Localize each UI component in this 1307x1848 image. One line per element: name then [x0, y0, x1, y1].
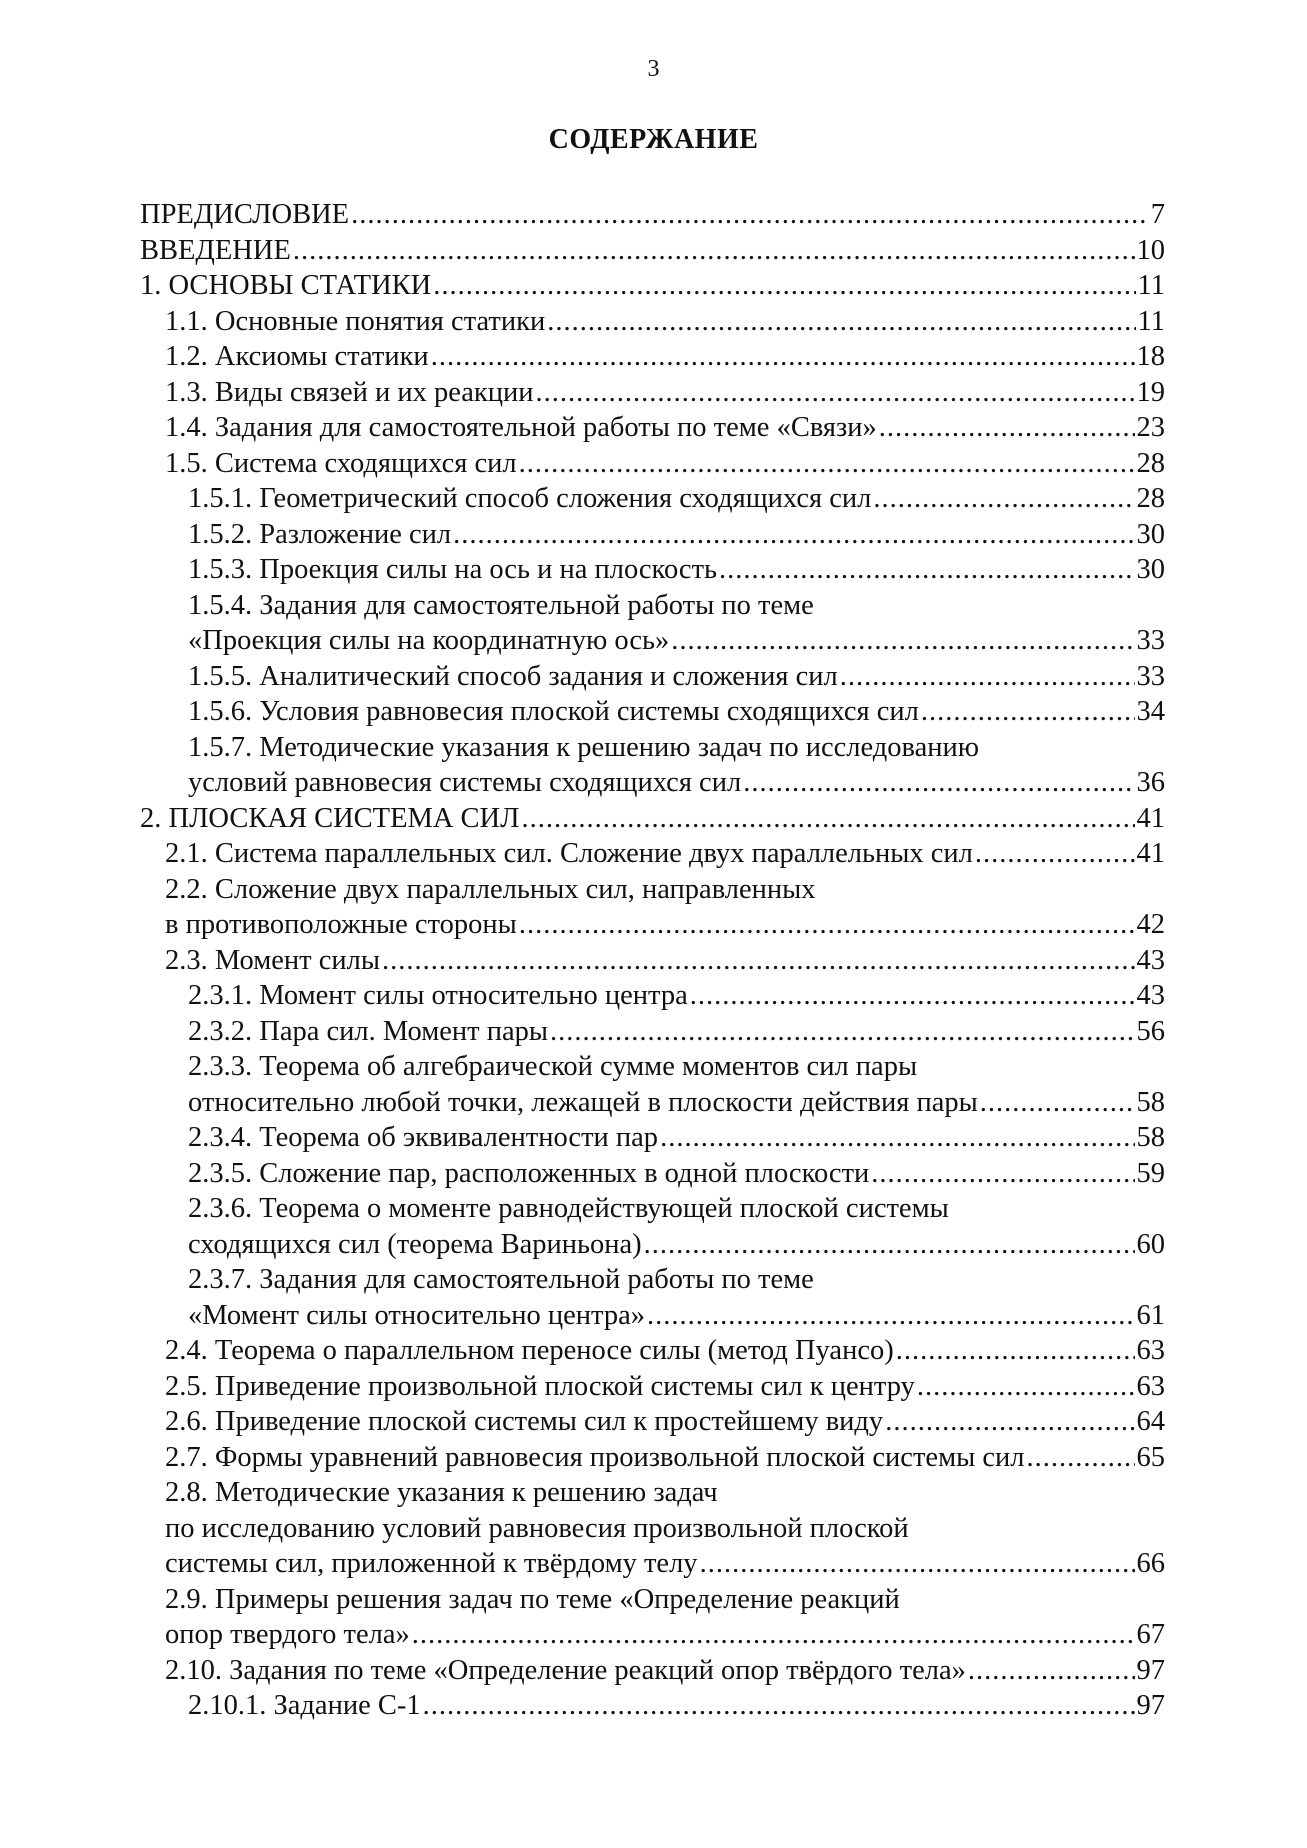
toc-entry-title: 2.3.4. Теорема об эквивалентности пар: [188, 1122, 659, 1153]
dot-leader: [519, 446, 1135, 482]
dot-leader: [840, 659, 1135, 695]
toc-entry-title: 2.7. Формы уравнений равновесия произвольной плоской системы сил: [165, 1441, 1025, 1473]
toc-entry[interactable]: [140, 1191, 1165, 1262]
toc-entry-title: 2.3.6. Теорема о моменте равнодействующей плоской системы: [188, 1193, 949, 1224]
toc-entry-title: 2.3. Момент силы: [165, 944, 381, 976]
toc-entry-title: 1.2. Аксиомы статики: [165, 341, 429, 372]
dot-leader: [743, 765, 1134, 801]
dot-leader: [885, 1404, 1134, 1440]
dot-leader: [975, 836, 1135, 872]
toc-entry[interactable]: [140, 1404, 1165, 1440]
toc-page-number: 97: [1136, 1690, 1165, 1721]
toc-entry-title: 2. ПЛОСКАЯ СИСТЕМА СИЛ: [140, 802, 520, 834]
toc-entry[interactable]: [140, 233, 1165, 269]
toc-entry[interactable]: [140, 1120, 1165, 1156]
toc-entry-title: 2.4. Теорема о параллельном переносе силы (метод Пуансо): [165, 1335, 894, 1366]
toc-entry-title: ВВЕДЕНИЕ: [140, 234, 291, 266]
dot-leader: [351, 197, 1149, 233]
toc-entry[interactable]: [140, 1369, 1165, 1405]
toc-entry-title: 2.1. Система параллельных сил. Сложение двух параллельных сил: [165, 838, 973, 869]
toc-entry-title: 1.5.5. Аналитический способ задания и сложения сил: [188, 660, 838, 692]
toc-entry-title: 1.4. Задания для самостоятельной работы по теме «Связи»: [165, 412, 877, 443]
dot-leader: [1027, 1440, 1135, 1476]
dot-leader: [644, 1227, 1135, 1263]
toc-entry[interactable]: [140, 836, 1165, 872]
dot-leader: [917, 1369, 1135, 1405]
toc-entry-title: 2.3.3. Теорема об алгебраической сумме моментов сил пары: [188, 1051, 918, 1082]
toc-entry-title: 2.3.5. Сложение пар, расположенных в одной плоскости: [188, 1157, 870, 1189]
toc-entry[interactable]: [140, 1014, 1165, 1050]
dot-leader: [431, 339, 1135, 375]
toc-entry[interactable]: [140, 801, 1165, 837]
toc-entry-title: сходящихся сил (теорема Вариньона): [188, 1228, 642, 1260]
toc-page-number: 33: [1136, 660, 1165, 692]
page-number: 3: [647, 56, 660, 82]
toc-page-number: 59: [1136, 1157, 1165, 1189]
toc-page-number: 36: [1136, 767, 1165, 798]
toc-page-number: 41: [1136, 802, 1165, 834]
toc-page-number: 56: [1136, 1015, 1165, 1047]
dot-leader: [690, 978, 1135, 1014]
toc-page-number: 19: [1136, 376, 1165, 408]
toc-entry-title: опор твердого тела»: [165, 1619, 410, 1650]
toc-entry[interactable]: [140, 943, 1165, 979]
toc-page-number: 7: [1150, 199, 1165, 230]
toc-entry-title: 2.3.2. Пара сил. Момент пары: [188, 1015, 549, 1047]
toc-entry[interactable]: [140, 517, 1165, 553]
dot-leader: [671, 623, 1134, 659]
toc-entry-title: ПРЕДИСЛОВИЕ: [140, 199, 350, 230]
toc-entry-title: 1.5.1. Геометрический способ сложения сходящихся сил: [188, 483, 872, 514]
toc-entry[interactable]: [140, 730, 1165, 801]
toc-page-number: 43: [1136, 980, 1165, 1011]
toc-entry-title: 2.10.1. Задание С-1: [188, 1690, 421, 1721]
toc-page-number: 30: [1136, 518, 1165, 550]
page-title: СОДЕРЖАНИЕ: [548, 124, 759, 155]
toc-page-number: 11: [1137, 270, 1165, 301]
toc-entry[interactable]: [140, 268, 1165, 304]
toc-page-number: 28: [1136, 483, 1165, 514]
toc-page-number: 66: [1136, 1548, 1165, 1579]
table-of-contents: [140, 197, 1165, 1724]
toc-page-number: 41: [1136, 838, 1165, 869]
dot-leader: [433, 268, 1135, 304]
dot-leader: [968, 1653, 1135, 1689]
toc-page-number: 33: [1136, 625, 1165, 656]
toc-entry[interactable]: [140, 978, 1165, 1014]
toc-entry-title: 1.5.7. Методические указания к решению задач по исследованию: [188, 731, 980, 763]
toc-page-number: 42: [1136, 909, 1165, 940]
dot-leader: [896, 1333, 1135, 1369]
dot-leader: [647, 1298, 1134, 1334]
toc-entry-title: 2.5. Приведение произвольной плоской системы сил к центру: [165, 1370, 915, 1402]
toc-entry-title: 1.5.2. Разложение сил: [188, 518, 452, 550]
dot-leader: [873, 481, 1134, 517]
toc-entry-title: «Проекция силы на координатную ось»: [188, 625, 670, 656]
toc-entry-title: «Момент силы относительно центра»: [188, 1299, 646, 1331]
toc-entry-title: 1.3. Виды связей и их реакции: [165, 376, 534, 408]
toc-page-number: 34: [1136, 696, 1165, 727]
toc-entry[interactable]: [140, 1582, 1165, 1653]
toc-entry-title: условий равновесия системы сходящихся сил: [188, 767, 742, 798]
dot-leader: [700, 1546, 1135, 1582]
dot-leader: [293, 233, 1135, 269]
toc-page-number: 60: [1136, 1228, 1165, 1260]
toc-entry-title: 1.5.6. Условия равновесия плоской системы сходящихся сил: [188, 696, 919, 727]
toc-entry-title: 1. ОСНОВЫ СТАТИКИ: [140, 270, 432, 301]
toc-entry-title: в противоположные стороны: [165, 909, 517, 940]
dot-leader: [879, 410, 1135, 446]
toc-entry[interactable]: [140, 872, 1165, 943]
toc-page-number: 23: [1136, 412, 1165, 443]
toc-entry[interactable]: [140, 481, 1165, 517]
toc-page-number: 61: [1136, 1299, 1165, 1331]
toc-entry[interactable]: [140, 410, 1165, 446]
toc-entry-title: 1.1. Основные понятия статики: [165, 305, 546, 337]
dot-leader: [547, 304, 1135, 340]
toc-entry-title: 1.5.4. Задания для самостоятельной работы по теме: [188, 589, 814, 621]
toc-entry-title: 2.2. Сложение двух параллельных сил, направленных: [165, 873, 816, 905]
toc-entry-title: 1.5. Система сходящихся сил: [165, 447, 517, 479]
dot-leader: [980, 1085, 1135, 1121]
toc-page-number: 10: [1136, 234, 1165, 266]
toc-entry-title: 2.8. Методические указания к решению задач: [165, 1477, 718, 1508]
dot-leader: [453, 517, 1134, 553]
dot-leader: [660, 1120, 1134, 1156]
dot-leader: [382, 943, 1134, 979]
toc-entry[interactable]: [140, 304, 1165, 340]
toc-page-number: 58: [1136, 1086, 1165, 1118]
toc-page-number: 28: [1136, 447, 1165, 479]
dot-leader: [536, 375, 1135, 411]
dot-leader: [521, 801, 1134, 837]
toc-entry[interactable]: [140, 1440, 1165, 1476]
toc-entry-title: системы сил, приложенной к твёрдому телу: [165, 1548, 698, 1579]
toc-page-number: 43: [1136, 944, 1165, 976]
toc-page-number: 67: [1136, 1619, 1165, 1650]
toc-entry-title: относительно любой точки, лежащей в плоскости действия пары: [188, 1086, 978, 1118]
toc-page-number: 63: [1136, 1335, 1165, 1366]
toc-page-number: 18: [1136, 341, 1165, 372]
toc-entry-title: 2.3.1. Момент силы относительно центра: [188, 980, 688, 1011]
toc-entry[interactable]: [140, 659, 1165, 695]
toc-entry[interactable]: [140, 1333, 1165, 1369]
toc-entry[interactable]: [140, 1156, 1165, 1192]
toc-entry-title: 1.5.3. Проекция силы на ось и на плоскость: [188, 554, 718, 585]
toc-page-number: 58: [1136, 1122, 1165, 1153]
toc-page-number: 63: [1136, 1370, 1165, 1402]
toc-entry[interactable]: [140, 1688, 1165, 1724]
toc-entry-title: по исследованию условий равновесия произвольной плоской: [165, 1512, 909, 1544]
toc-entry[interactable]: [140, 694, 1165, 730]
toc-entry[interactable]: [140, 1653, 1165, 1689]
toc-entry[interactable]: [140, 1262, 1165, 1333]
dot-leader: [519, 907, 1135, 943]
toc-entry-title: 2.6. Приведение плоской системы сил к простейшему виду: [165, 1406, 884, 1437]
toc-entry[interactable]: [140, 339, 1165, 375]
toc-entry[interactable]: [140, 588, 1165, 659]
toc-entry-title: 2.3.7. Задания для самостоятельной работы по теме: [188, 1264, 814, 1295]
dot-leader: [423, 1688, 1135, 1724]
toc-entry[interactable]: [140, 375, 1165, 411]
dot-leader: [719, 552, 1134, 588]
toc-page-number: 65: [1136, 1441, 1165, 1473]
dot-leader: [412, 1617, 1135, 1653]
toc-entry-title: 2.9. Примеры решения задач по теме «Определение реакций: [165, 1583, 900, 1615]
toc-entry[interactable]: [140, 197, 1165, 233]
toc-entry[interactable]: [140, 446, 1165, 482]
dot-leader: [921, 694, 1135, 730]
toc-page-number: 97: [1136, 1654, 1165, 1686]
dot-leader: [871, 1156, 1134, 1192]
dot-leader: [550, 1014, 1134, 1050]
toc-page-number: 64: [1136, 1406, 1165, 1437]
toc-entry[interactable]: [140, 552, 1165, 588]
toc-page-number: 30: [1136, 554, 1165, 585]
toc-entry[interactable]: [140, 1475, 1165, 1582]
toc-page-number: 11: [1137, 305, 1165, 337]
toc-entry[interactable]: [140, 1049, 1165, 1120]
toc-entry-title: 2.10. Задания по теме «Определение реакций опор твёрдого тела»: [165, 1654, 966, 1686]
